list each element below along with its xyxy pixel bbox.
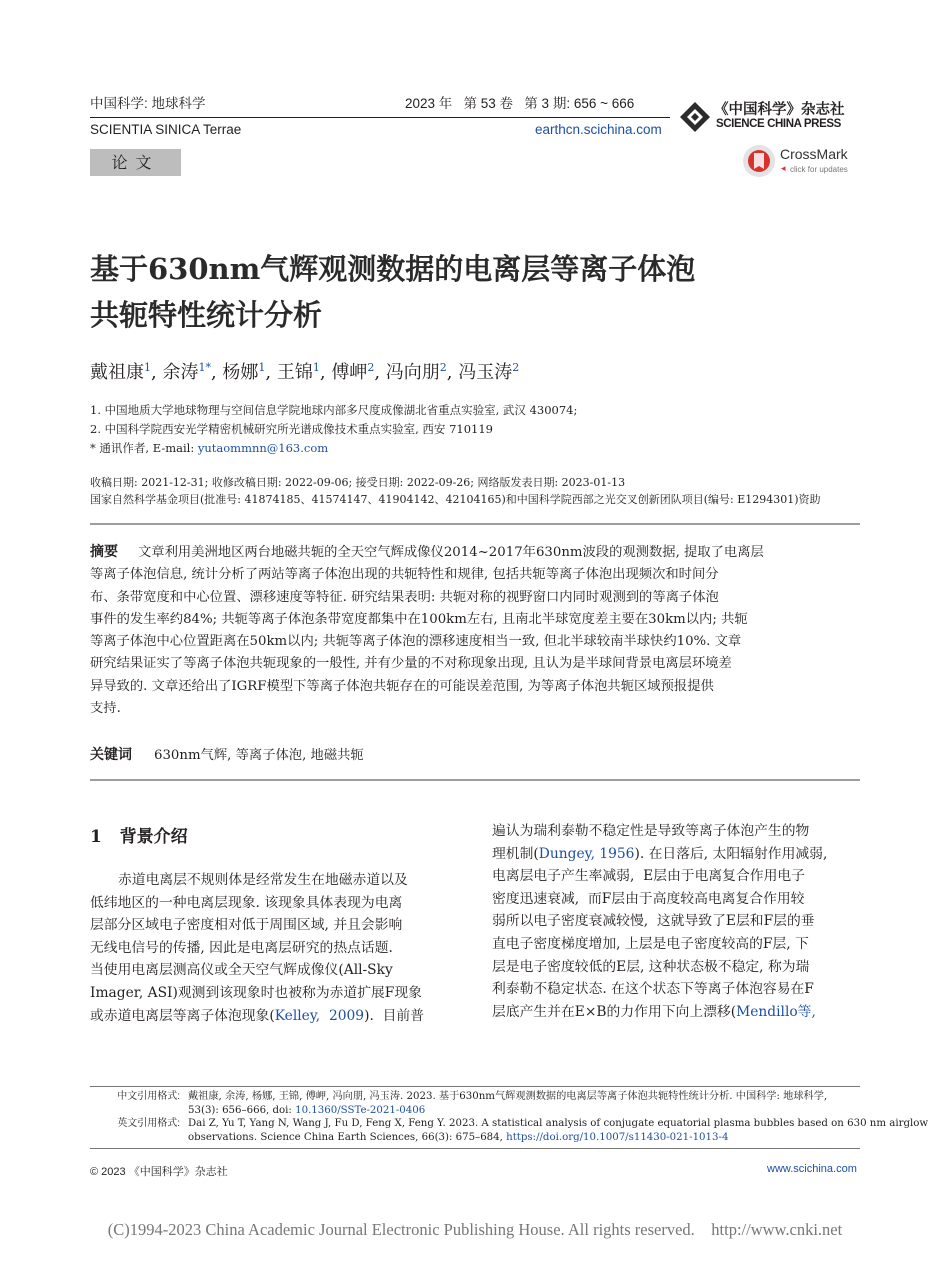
article-title-line2: 共轭特性统计分析 (90, 298, 323, 332)
citation-en-text: Dai Z, Yu T, Yang N, Wang J, Fu D, Feng X, Feng Y. 2023. A statistical analysis of conjugate equatorial plasma bubbles based on 630 nm airglow (188, 1118, 929, 1129)
publisher-logo (680, 98, 860, 134)
corresponding-email-link[interactable]: yutaommnn@163.com (197, 441, 329, 455)
body-line: 无线电信号的传播, 因此是电离层研究的热点话题. (90, 939, 393, 956)
abstract-top-rule (90, 523, 860, 525)
abstract-line: 研究结果证实了等离子体泡共轭现象的一般性, 并有少量的不对称现象出现, 且认为是半球间背景电离层环境差 (90, 656, 732, 672)
abstract-line: 等离子体泡中心位置距离在50km以内; 共轭等离子体泡的漂移速度相当一致, 但北半球较南半球快约10%. 文章 (90, 634, 742, 650)
body-line: 理机制(Dungey, 1956). 在日落后, 太阳辐射作用减弱, (492, 845, 828, 862)
citation-en-label: 英文引用格式: (117, 1118, 180, 1129)
crossmark-arrow-icon: ◂ (781, 163, 786, 173)
citation-top-rule (90, 1086, 860, 1087)
author-name: 余涛 (162, 362, 199, 383)
author-affiliation-mark[interactable]: 1 (144, 361, 151, 374)
journal-name-cn: 中国科学: 地球科学 (90, 96, 206, 111)
reference-link[interactable]: Kelley, 2009 (274, 1007, 365, 1024)
header-rule (90, 117, 670, 118)
affiliation-1: 1. 中国地质大学地球物理与空间信息学院地球内部多尺度成像湖北省重点实验室, 武汉 430074; (90, 403, 578, 417)
abstract-line: 文章利用美洲地区两台地磁共轭的全天空气辉成像仪2014~2017年630nm波段的观测数据, 提取了电离层 (138, 545, 764, 560)
footer-website-link[interactable]: www.scichina.com (767, 1163, 857, 1175)
body-line: 层底产生并在E×B的力作用下向上漂移(Mendillo等, (492, 1003, 816, 1020)
cnki-watermark: (C)1994-2023 China Academic Journal Electronic Publishing House. All rights reserved. http://www.cnki.net (107, 1220, 843, 1239)
author-name: 杨娜 (222, 362, 259, 383)
body-line: 遍认为瑞利泰勒不稳定性是导致等离子体泡产生的物 (492, 823, 810, 839)
crossmark-button[interactable] (742, 144, 862, 180)
corresponding-author: * 通讯作者, E-mail: yutaommnn@163.com (90, 441, 329, 455)
publisher-name-en: SCIENCE CHINA PRESS (716, 118, 841, 130)
author-affiliation-mark[interactable]: 2 (439, 361, 447, 374)
author-affiliation-mark[interactable]: 1 (312, 361, 320, 374)
keywords-text: 630nm气辉, 等离子体泡, 地磁共轭 (154, 748, 364, 763)
keywords (90, 744, 364, 764)
body-line: 直电子密度梯度增加, 上层是电子密度较高的F层, 下 (492, 935, 809, 952)
citation-bottom-rule (90, 1148, 860, 1149)
author-name: 傅岬 (331, 362, 368, 383)
section-tag: 论文 (90, 149, 181, 176)
section-heading: 1 背景介绍 (90, 827, 188, 847)
issue-info: 2023 年 第 53 卷 第 3 期: 656 ~ 666 (405, 96, 635, 111)
journal-website-link[interactable]: earthcn.scichina.com (535, 122, 662, 137)
author-name: 王锦 (276, 362, 313, 383)
body-line: 弱所以电子密度衰减较慢, 这就导致了E层和F层的垂 (492, 913, 815, 930)
body-line: 层部分区域电子密度相对低于周围区域, 并且会影响 (90, 917, 403, 934)
citation-cn-text: 戴祖康, 余涛, 杨娜, 王锦, 傅岬, 冯向朋, 冯玉涛. 2023. 基于630nm气辉观测数据的电离层等离子体泡共轭特性统计分析. 中国科学: 地球科学, (188, 1091, 828, 1102)
section1-left-column (90, 869, 460, 1027)
body-line: 利泰勒不稳定状态. 在这个状态下等离子体泡容易在F (492, 981, 814, 998)
abstract-label: 摘要 (90, 543, 118, 559)
body-line: 或赤道电离层等离子体泡现象(Kelley, 2009). 目前普 (90, 1007, 425, 1024)
abstract-line: 等离子体泡信息, 统计分析了两站等离子体泡出现的共轭特性和规律, 包括共轭等离子体泡出现频次和时间分 (90, 567, 719, 583)
diamond-logo-icon (680, 102, 710, 132)
affiliations (90, 401, 577, 458)
author-affiliation-mark[interactable]: 1* (198, 361, 211, 374)
article-dates: 收稿日期: 2021-12-31; 收修改稿日期: 2022-09-06; 接受日期: 2022-09-26; 网络版发表日期: 2023-01-13 (90, 476, 626, 489)
keywords-label: 关键词 (90, 746, 132, 762)
crossmark-icon (742, 144, 776, 178)
author-name: 冯玉涛 (458, 362, 513, 383)
abstract-line: 事件的发生率约84%; 共轭等离子体泡条带宽度都集中在100km左右, 且南北半球宽度差主要在30km以内; 共轭 (90, 611, 748, 627)
publisher-name-cn: 《中国科学》杂志社 (714, 101, 845, 118)
citation-en-doi-link[interactable]: https://doi.org/10.1007/s11430-021-1013-4 (506, 1131, 729, 1143)
author-list: 戴祖康$^1$, 余涛$^{1*}$, 杨娜$^1$, 王锦$^1$, 傅岬$^2$, 冯向朋$^2$, 冯玉涛$^2$ (90, 361, 520, 383)
abstract-line: 支持. (90, 701, 121, 717)
funding-info: 国家自然科学基金项目(批准号: 41874185、41574147、41904142、42104165)和中国科学院西部之光交叉创新团队项目(编号: E1294301)资助 (90, 493, 821, 506)
author-affiliation-mark[interactable]: 2 (512, 361, 520, 374)
reference-link[interactable]: Dungey, 1956 (538, 845, 635, 862)
body-line: 低纬地区的一种电离层现象. 该现象具体表现为电离 (90, 894, 403, 911)
journal-name-en: SCIENTIA SINICA Terrae (90, 122, 242, 137)
reference-link[interactable]: Mendillo等, (736, 1003, 816, 1020)
affiliation-2: 2. 中国科学院西安光学精密机械研究所光谱成像技术重点实验室, 西安 710119 (90, 422, 493, 436)
author-name: 冯向朋 (385, 362, 440, 383)
crossmark-sublabel: click for updates (790, 165, 848, 174)
crossmark-label: CrossMark (780, 146, 848, 162)
body-line: Imager, ASI)观测到该现象时也被称为赤道扩展F现象 (90, 984, 422, 1001)
body-line: 赤道电离层不规则体是经常发生在地磁赤道以及 (118, 872, 408, 888)
footer-copyright: © 2023 《中国科学》杂志社 (90, 1166, 228, 1178)
body-line: 当使用电离层测高仪或全天空气辉成像仪(All-Sky (90, 962, 393, 979)
abstract (90, 540, 860, 720)
author-affiliation-mark[interactable]: 2 (367, 361, 375, 374)
author-affiliation-mark[interactable]: 1 (258, 361, 266, 374)
article-title-line1: 基于630nm气辉观测数据的电离层等离子体泡 (90, 252, 696, 286)
body-line: 层是电子密度较低的E层, 这种状态极不稳定, 称为瑞 (492, 958, 810, 975)
abstract-line: 布、条带宽度和中心位置、漂移速度等特征. 研究结果表明: 共轭对称的视野窗口内同时观测到的等离子体泡 (90, 589, 719, 605)
body-line: 密度迅速衰减, 而F层由于高度较高电离复合作用较 (492, 890, 805, 907)
abstract-line: 异导致的. 文章还给出了IGRF模型下等离子体泡共轭存在的可能误差范围, 为等离子体泡共轭区域预报提供 (90, 678, 714, 694)
citation-cn-doi-link[interactable]: 10.1360/SSTe-2021-0406 (295, 1104, 426, 1116)
author-name: 戴祖康 (90, 362, 144, 383)
section1-right-column (492, 820, 862, 1023)
body-line: 电离层电子产生率减弱, E层由于电离复合作用电子 (492, 868, 805, 885)
citation-cn-label: 中文引用格式: (117, 1091, 180, 1102)
citation-box: 中文引用格式: 戴祖康, 余涛, 杨娜, 王锦, 傅岬, 冯向朋, 冯玉涛. 2023. 基于630nm气辉观测数据的电离层等离子体泡共轭特性统计分析. 中国科学: 地球科学, 53(3): 656–666, doi: 10.1360/SSTe-2021-0406 英文引用格式: Dai Z, Yu T, Yang N, Wang J, Fu D, Feng X, Feng Y. 2023. A statistical analysis of conjugate equatorial plasma bubbles based on 630 nm airglow observations. Science China Earth Sciences, 66(3): 675–684, https://doi.org/10.1007/s11430-021-1013-4 (90, 1090, 860, 1144)
keywords-bottom-rule (90, 779, 860, 781)
